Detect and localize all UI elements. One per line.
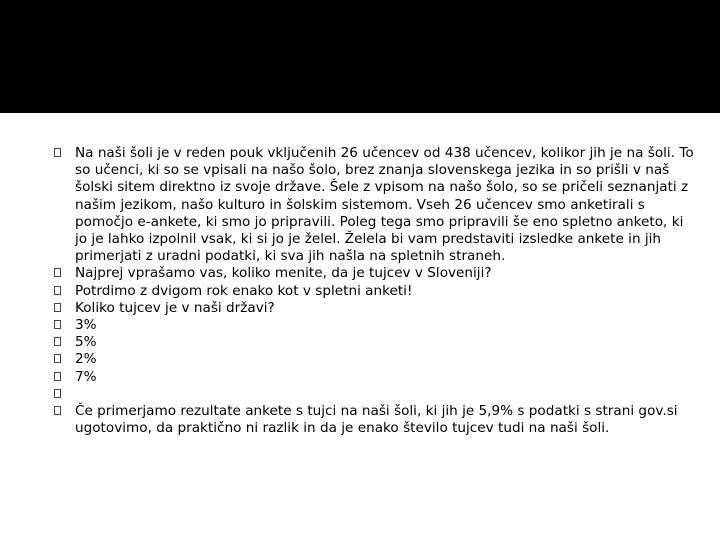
bullet-item xyxy=(54,369,694,386)
bullet-box-icon xyxy=(54,148,61,157)
bullet-text: Če primerjamo rezultate ankete s tujci na naši šoli, ki jih je 5,9% s podatki s strani gov.si ugotovimo, da praktično ni razlik in da je enako število tujcev tudi na naši šoli. xyxy=(75,403,678,437)
bullet-text: 7% xyxy=(75,368,97,385)
bullet-box-icon xyxy=(54,286,61,295)
title-bar xyxy=(0,0,720,113)
bullet-item xyxy=(54,351,694,368)
bullet-text: 2% xyxy=(75,351,97,368)
bullet-text: Najprej vprašamo vas, koliko menite, da je tujcev v Sloveniji? xyxy=(75,265,492,282)
bullet-item xyxy=(54,403,694,437)
bullet-box-icon xyxy=(54,320,61,329)
bullet-box-icon xyxy=(54,389,61,398)
bullet-list xyxy=(54,145,694,437)
bullet-item xyxy=(54,300,694,317)
bullet-text: Na naši šoli je v reden pouk vključenih 26 učencev od 438 učencev, kolikor jih je na šoli. To so učenci, ki so se vpisali na našo šolo, brez znanja slovenskega jezika in so prišli v naš šolski sitem direktno iz svoje države. Šele z vpisom na našo šolo, so se pričeli seznanjati z našim jezikom, našo kulturo in šolskim sistemom. Vseh 26 učencev smo anketirali s pomočjo e-ankete, ki smo jo pripravili. Poleg tega smo pripravili še eno spletno anketo, ki jo je lahko izpolnil vsak, ki si jo je želel. Želela bi vam predstaviti izsledke ankete in jih primerjati z uradni podatki, ki sva jih našla na spletnih straneh. xyxy=(75,145,694,265)
bullet-item xyxy=(54,334,694,351)
bullet-text: Koliko tujcev je v naši državi? xyxy=(75,299,275,316)
bullet-item xyxy=(54,265,694,282)
bullet-box-icon xyxy=(54,372,61,381)
bullet-item-empty xyxy=(54,386,694,403)
bullet-item xyxy=(54,145,694,265)
bullet-box-icon xyxy=(54,354,61,363)
bullet-text: 3% xyxy=(75,317,97,334)
bullet-box-icon xyxy=(54,406,61,415)
bullet-box-icon xyxy=(54,337,61,346)
bullet-text: Potrdimo z dvigom rok enako kot v spletni anketi! xyxy=(75,282,413,299)
bullet-item xyxy=(54,317,694,334)
bullet-box-icon xyxy=(54,303,61,312)
bullet-text: 5% xyxy=(75,334,97,351)
bullet-box-icon xyxy=(54,268,61,277)
bullet-item xyxy=(54,283,694,300)
